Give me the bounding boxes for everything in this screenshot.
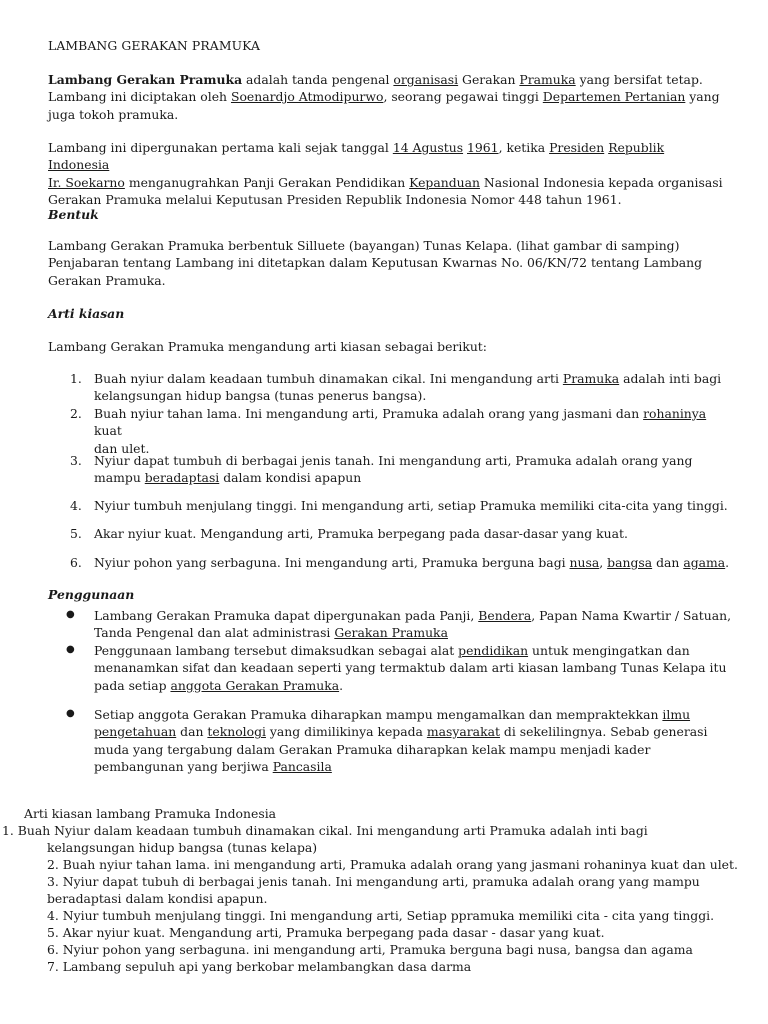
text-run: adalah tanda pengenal bbox=[242, 72, 394, 87]
section2-line: 7. Lambang sepuluh api yang berkobar melambangkan dasa darma bbox=[47, 959, 472, 974]
link-republik-indonesia[interactable]: Republik Indonesia bbox=[48, 140, 665, 173]
list-number: 2. bbox=[70, 406, 82, 421]
text-run: , Papan Nama Kwartir / Satuan, bbox=[531, 608, 732, 623]
text-run: Nyiur tumbuh menjulang tinggi. Ini mengandung arti, setiap Pramuka memiliki cita-cita yang tinggi. bbox=[94, 498, 728, 513]
link-ilmu[interactable]: ilmu bbox=[662, 707, 691, 722]
text-run: Nasional Indonesia kepada organisasi bbox=[479, 174, 723, 190]
bold-term: Lambang Gerakan Pramuka bbox=[48, 72, 243, 87]
link-kepanduan[interactable]: Kepanduan bbox=[409, 174, 480, 190]
link-rohaninya[interactable]: rohaninya bbox=[643, 406, 707, 421]
link-organisasi[interactable]: organisasi bbox=[393, 72, 459, 87]
text-run: Lambang Gerakan Pramuka dapat dipergunakan pada Panji, bbox=[94, 608, 479, 623]
link-agama[interactable]: agama bbox=[683, 555, 726, 570]
text-run: Nyiur dapat tumbuh di berbagai jenis tanah. Ini mengandung arti, Pramuka adalah orang yang bbox=[94, 453, 693, 468]
link-pengetahuan[interactable]: pengetahuan bbox=[94, 724, 177, 740]
link-teknologi[interactable]: teknologi bbox=[207, 724, 266, 740]
heading-penggunaan: Penggunaan bbox=[48, 587, 135, 602]
link-1961[interactable]: 1961 bbox=[467, 140, 499, 155]
text-run: Buah nyiur dalam keadaan tumbuh dinamakan cikal. Ini mengandung arti bbox=[94, 371, 563, 386]
text-run: Gerakan Pramuka. bbox=[48, 272, 166, 288]
link-masyarakat[interactable]: masyarakat bbox=[426, 724, 500, 740]
text-run: Setiap anggota Gerakan Pramuka diharapkan mampu mengamalkan dan mempraktekkan bbox=[94, 707, 663, 722]
heading-arti-kiasan: Arti kiasan bbox=[48, 306, 125, 321]
bullet-icon: ● bbox=[66, 644, 75, 655]
text-run: Nyiur pohon yang serbaguna. Ini mengandung arti, Pramuka berguna bagi bbox=[94, 555, 570, 570]
list-number: 5. bbox=[70, 526, 82, 541]
text-run: Lambang ini diciptakan oleh bbox=[48, 89, 231, 105]
section2-line: 4. Nyiur tumbuh menjulang tinggi. Ini mengandung arti, Setiap ppramuka memiliki cita - cita yang tinggi. bbox=[47, 908, 715, 923]
link-pramuka-2[interactable]: Pramuka bbox=[562, 371, 620, 386]
link-beradaptasi[interactable]: beradaptasi bbox=[144, 470, 220, 486]
text-run: di sekelilingnya. Sebab generasi bbox=[499, 724, 708, 740]
text-run: , bbox=[599, 555, 608, 570]
link-bangsa[interactable]: bangsa bbox=[607, 555, 653, 570]
text-run: kelangsungan hidup bangsa (tunas penerus bangsa). bbox=[94, 388, 427, 404]
document-title: LAMBANG GERAKAN PRAMUKA bbox=[48, 38, 261, 53]
link-departemen-pertanian[interactable]: Departemen Pertanian bbox=[542, 89, 686, 105]
link-ir-soekarno[interactable]: Ir. Soekarno bbox=[48, 174, 125, 190]
text-run: Buah nyiur tahan lama. Ini mengandung arti, Pramuka adalah orang yang jasmani dan bbox=[94, 406, 644, 421]
section2-line: 5. Akar nyiur kuat. Mengandung arti, Pramuka berpegang pada dasar - dasar yang kuat. bbox=[47, 925, 605, 940]
link-pendidikan[interactable]: pendidikan bbox=[458, 643, 529, 658]
text-run: , ketika bbox=[498, 140, 550, 155]
text-run: menanamkan sifat dan keadaan seperti yang termaktub dalam arti kiasan lambang Tunas Kelapa itu bbox=[94, 660, 727, 676]
heading-bentuk: Bentuk bbox=[48, 207, 99, 222]
text-run: pada setiap bbox=[94, 677, 171, 693]
link-bendera[interactable]: Bendera bbox=[478, 608, 532, 623]
text-run: untuk mengingatkan dan bbox=[528, 643, 690, 658]
bullet-icon: ● bbox=[66, 708, 75, 719]
section2-line: 6. Nyiur pohon yang serbaguna. ini mengandung arti, Pramuka berguna bagi nusa, bangsa dan agama bbox=[47, 942, 693, 957]
text-run: dan bbox=[176, 724, 208, 740]
text-run: yang bbox=[685, 89, 720, 105]
bentuk-paragraph bbox=[48, 237, 728, 289]
section2-heading: Arti kiasan lambang Pramuka Indonesia bbox=[24, 806, 277, 821]
text-run: pembangunan yang berjiwa bbox=[94, 758, 273, 774]
link-nusa[interactable]: nusa bbox=[569, 555, 600, 570]
intro-paragraph bbox=[48, 71, 728, 123]
text-run: Tanda Pengenal dan alat administrasi bbox=[94, 625, 335, 641]
text-run: adalah inti bagi bbox=[619, 371, 722, 386]
list-number: 4. bbox=[70, 498, 82, 513]
text-run: mampu bbox=[94, 470, 145, 486]
link-gerakan-pramuka[interactable]: Gerakan Pramuka bbox=[334, 625, 448, 641]
list-number: 6. bbox=[70, 555, 82, 570]
history-paragraph bbox=[48, 139, 728, 208]
arti-intro: Lambang Gerakan Pramuka mengandung arti kiasan sebagai berikut: bbox=[48, 339, 487, 354]
text-run: , seorang pegawai tinggi bbox=[383, 89, 543, 105]
text-run: Gerakan Pramuka melalui Keputusan Presiden Republik Indonesia Nomor 448 tahun 1961. bbox=[48, 191, 622, 207]
text-run: muda yang tergabung dalam Gerakan Pramuka diharapkan kelak mampu menjadi kader bbox=[94, 741, 651, 757]
list-number: 3. bbox=[70, 453, 82, 468]
link-14-agustus[interactable]: 14 Agustus bbox=[392, 140, 464, 155]
text-run: yang dimilikinya kepada bbox=[265, 724, 427, 740]
text-run: menganugrahkan Panji Gerakan Pendidikan bbox=[124, 174, 410, 190]
text-run: Penjabaran tentang Lambang ini ditetapkan dalam Keputusan Kwarnas No. 06/KN/72 tentang Lambang bbox=[48, 255, 703, 271]
bullet-icon: ● bbox=[66, 609, 75, 620]
text-run: Akar nyiur kuat. Mengandung arti, Pramuka berpegang pada dasar-dasar yang kuat. bbox=[94, 526, 628, 541]
text-run: kuat bbox=[94, 423, 122, 439]
section2-line: 1. Buah Nyiur dalam keadaan tumbuh dinamakan cikal. Ini mengandung arti Pramuka adalah inti bagi bbox=[2, 823, 648, 838]
text-run: Penggunaan lambang tersebut dimaksudkan sebagai alat bbox=[94, 643, 459, 658]
link-presiden[interactable]: Presiden bbox=[549, 140, 605, 155]
text-run: juga tokoh pramuka. bbox=[48, 106, 179, 122]
text-run: yang bersifat tetap. bbox=[575, 72, 703, 87]
text-run: dan bbox=[652, 555, 684, 570]
link-soenardjo[interactable]: Soenardjo Atmodipurwo bbox=[230, 89, 384, 105]
link-anggota-gerakan-pramuka[interactable]: anggota Gerakan Pramuka bbox=[170, 677, 340, 693]
text-run: Lambang ini dipergunakan pertama kali sejak tanggal bbox=[48, 140, 393, 155]
text-run: Lambang Gerakan Pramuka berbentuk Silluete (bayangan) Tunas Kelapa. (lihat gambar di samping) bbox=[48, 238, 680, 253]
list-number: 1. bbox=[70, 371, 82, 386]
text-run: . bbox=[339, 677, 344, 693]
section2-line: 3. Nyiur dapat tubuh di berbagai jenis tanah. Ini mengandung arti, pramuka adalah orang yang mampu bbox=[47, 874, 700, 889]
text-run: Gerakan bbox=[458, 72, 520, 87]
section2-line: kelangsungan hidup bangsa (tunas kelapa) bbox=[47, 840, 318, 855]
link-pramuka[interactable]: Pramuka bbox=[519, 72, 576, 87]
text-run: . bbox=[725, 555, 730, 570]
link-pancasila[interactable]: Pancasila bbox=[272, 758, 332, 774]
text-run: dan ulet. bbox=[94, 440, 150, 456]
section2-line: 2. Buah nyiur tahan lama. ini mengandung arti, Pramuka adalah orang yang jasmani rohaninya kuat dan ulet. bbox=[47, 857, 738, 872]
text-run: dalam kondisi apapun bbox=[219, 470, 362, 486]
section2-line: beradaptasi dalam kondisi apapun. bbox=[47, 891, 268, 906]
